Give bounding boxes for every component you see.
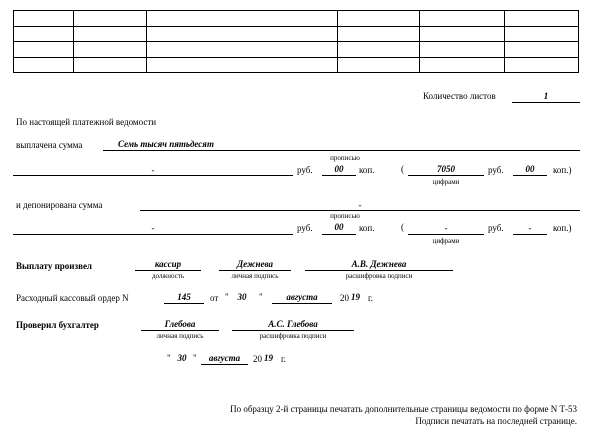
payer-label: Выплату произвел xyxy=(16,261,92,271)
table-cell xyxy=(420,11,505,27)
table-cell xyxy=(147,11,338,27)
payer-signature: Дежнева xyxy=(237,259,273,269)
acc-date-year-prefix: 20 xyxy=(253,354,262,364)
deposited-kop-digits: - xyxy=(528,223,532,233)
deposited-rub-digits: - xyxy=(444,223,448,233)
deposited-rub-digits-line xyxy=(408,234,484,235)
table-cell xyxy=(147,26,338,42)
footer-line2: Подписи печатать на последней странице. xyxy=(415,416,577,426)
table-cell xyxy=(338,11,420,27)
accountant-name-line xyxy=(232,330,354,331)
order-number-line xyxy=(164,303,204,304)
sheets-label: Количество листов xyxy=(423,91,496,101)
table-cell xyxy=(14,11,74,27)
deposited-kop-words-line xyxy=(322,234,356,235)
order-label: Расходный кассовый ордер N xyxy=(16,293,129,303)
payer-name: А.В. Дежнева xyxy=(351,259,407,269)
table-cell xyxy=(420,42,505,58)
acc-date-year-unit: г. xyxy=(281,354,286,364)
order-month: августа xyxy=(286,292,318,302)
paid-line2-dash: - xyxy=(151,165,155,175)
table-cell xyxy=(14,57,74,73)
deposited-line2 xyxy=(13,234,293,235)
table-cell xyxy=(505,57,579,73)
deposited-kop-words: 00 xyxy=(334,222,344,232)
paid-words-line xyxy=(103,150,580,151)
accountant-signature-caption: личная подпись xyxy=(156,332,204,340)
paid-kop2-label: коп.) xyxy=(553,165,572,175)
table-cell xyxy=(505,11,579,27)
accountant-signature: Глебова xyxy=(164,319,196,329)
deposited-label: и депонирована сумма xyxy=(16,200,103,210)
payer-position: кассир xyxy=(154,259,182,269)
order-year-prefix: 20 xyxy=(340,293,349,303)
paid-rub-digits: 7050 xyxy=(437,164,455,174)
order-year-unit: г. xyxy=(368,293,373,303)
accountant-name-caption: расшифровка подписи xyxy=(259,332,327,340)
acc-date-month: августа xyxy=(208,353,241,363)
table-cell xyxy=(147,42,338,58)
deposited-kop2-label: коп.) xyxy=(553,223,572,233)
payer-name-line xyxy=(305,270,453,271)
table-cell xyxy=(74,11,147,27)
intro-text: По настоящей платежной ведомости xyxy=(16,117,157,127)
table-cell xyxy=(14,42,74,58)
accountant-label: Проверил бухгалтер xyxy=(16,320,99,330)
footer-line1: По образцу 2-й страницы печатать дополнительные страницы ведомости по форме N Т-53 xyxy=(230,404,577,414)
table-row xyxy=(14,57,579,73)
deposited-kop-digits-line xyxy=(513,234,547,235)
order-number: 145 xyxy=(177,292,191,302)
paid-kop-digits-line xyxy=(513,175,547,176)
deposited-rub2-label: руб. xyxy=(488,223,504,233)
table-cell xyxy=(505,42,579,58)
payer-signature-caption: личная подпись xyxy=(231,272,279,280)
table-cell xyxy=(505,26,579,42)
table-cell xyxy=(147,57,338,73)
paid-words: Семь тысяч пятьдесят xyxy=(118,139,214,149)
table-cell xyxy=(74,42,147,58)
paid-label: выплачена сумма xyxy=(16,140,83,150)
table-row xyxy=(14,26,579,42)
sheets-underline xyxy=(512,102,580,103)
deposited-words-dash: - xyxy=(358,200,362,210)
paid-line2 xyxy=(13,175,293,176)
deposited-digits-caption: цифрами xyxy=(432,237,460,245)
payer-position-line xyxy=(135,270,201,271)
acc-date-quote-close: " xyxy=(193,353,197,363)
paid-kop-digits: 00 xyxy=(525,164,535,174)
payer-position-caption: должность xyxy=(151,272,185,280)
table-cell xyxy=(14,26,74,42)
acc-date-quote-open: " xyxy=(167,353,171,363)
order-month-line xyxy=(272,303,332,304)
paid-rub2-label: руб. xyxy=(488,165,504,175)
table-cell xyxy=(338,26,420,42)
table-cell xyxy=(338,42,420,58)
payroll-table xyxy=(13,10,579,73)
paid-kop-words: 00 xyxy=(334,164,344,174)
order-year-suffix: 19 xyxy=(351,292,360,302)
acc-date-year-suffix: 19 xyxy=(264,353,273,363)
deposited-rub-label: руб. xyxy=(297,223,313,233)
table-cell xyxy=(74,26,147,42)
table-row xyxy=(14,42,579,58)
order-from: от xyxy=(210,293,219,303)
paid-kop-label: коп. xyxy=(359,165,375,175)
order-quote-open: " xyxy=(225,292,229,302)
deposited-kop-label: коп. xyxy=(359,223,375,233)
paid-digits-caption: цифрами xyxy=(432,178,460,186)
paid-open-paren: ( xyxy=(401,164,404,174)
sheets-value: 1 xyxy=(543,91,549,101)
table-row xyxy=(14,11,579,27)
deposited-words-caption: прописью xyxy=(330,212,360,220)
paid-words-caption: прописью xyxy=(330,154,360,162)
accountant-signature-line xyxy=(141,330,219,331)
acc-date-month-line xyxy=(201,364,248,365)
order-quote-close: " xyxy=(259,292,263,302)
acc-date-day: 30 xyxy=(177,353,187,363)
deposited-words-line xyxy=(140,210,580,211)
table-cell xyxy=(420,26,505,42)
table-cell xyxy=(420,57,505,73)
order-day: 30 xyxy=(237,292,247,302)
paid-rub-digits-line xyxy=(408,175,484,176)
table-cell xyxy=(74,57,147,73)
table-cell xyxy=(338,57,420,73)
accountant-name: А.С. Глебова xyxy=(268,319,318,329)
payer-signature-line xyxy=(219,270,291,271)
deposited-line2-dash: - xyxy=(151,223,155,233)
payer-name-caption: расшифровка подписи xyxy=(345,272,413,280)
deposited-open-paren: ( xyxy=(401,222,404,232)
paid-rub-label: руб. xyxy=(297,165,313,175)
paid-kop-words-line xyxy=(322,175,356,176)
